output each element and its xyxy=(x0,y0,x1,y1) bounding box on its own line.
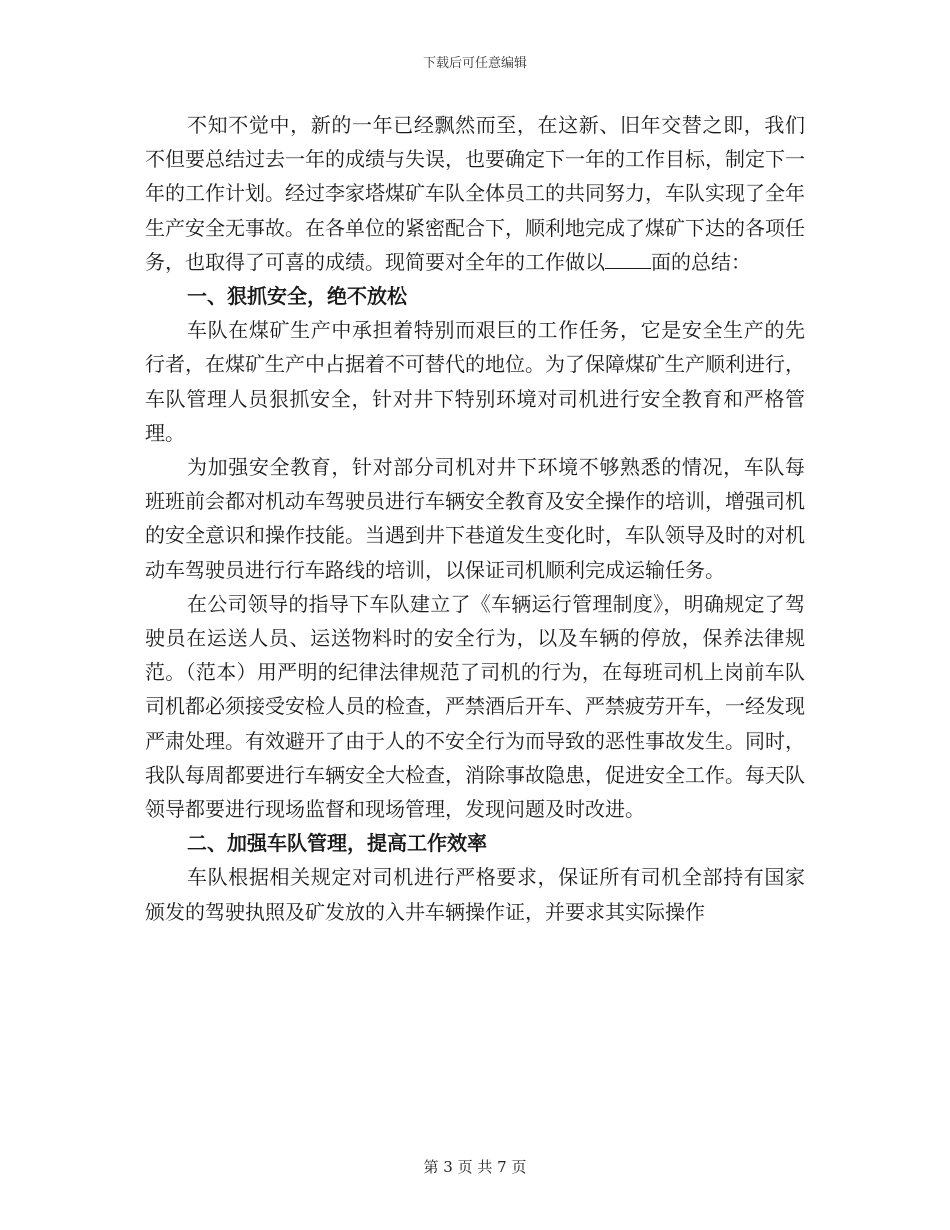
page-header: 下载后可任意编辑 xyxy=(422,56,527,71)
intro-text-part1: 不知不觉中，新的一年已经飘然而至，在这新、旧年交替之即，我们不但要总结过去一年的成绩与失误，也要确定下一年的工作目标，制定下一年的工作计划。经过李家塔煤矿车队全体员工的共同努力，车队实现了全年生产安全无事故。在各单位的紧密配合下，顺利地完成了煤矿下达的各项任务，也取得了可喜的成绩。现简要对全年的工作做以 xyxy=(145,113,805,274)
paragraph-3: 在公司领导的指导下车队建立了《车辆运行管理制度》，明确规定了驾驶员在运送人员、运送物料时的安全行为，以及车辆的停放，保养法律规范。（范本）用严明的纪律法律规范了司机的行为，在每班司机上岗前车队司机都必须接受安检人员的检查，严禁酒后开车、严禁疲劳开车，一经发现严肃处理。有效避开了由于人的不安全行为而导致的恶性事故发生。同时，我队每周都要进行车辆安全大检查，消除事故隐患，促进安全工作。每天队领导都要进行现场监督和现场管理，发现问题及时改进。 xyxy=(145,591,805,822)
document-body xyxy=(145,108,805,929)
intro-text-part2: 面的总结： xyxy=(651,249,751,274)
paragraph-2: 为加强安全教育，针对部分司机对井下环境不够熟悉的情况，车队每班班前会都对机动车驾驶员进行车辆安全教育及安全操作的培训，增强司机的安全意识和操作技能。当遇到井下巷道发生变化时，车队领导及时的对机动车驾驶员进行行车路线的培训，以保证司机顺利完成运输任务。 xyxy=(145,455,805,582)
page-footer: 第 3 页 共 7 页 xyxy=(423,1158,527,1176)
section-heading-2: 二、加强车队管理，提高工作效率 xyxy=(187,831,487,856)
paragraph-4: 车队根据相关规定对司机进行严格要求，保证所有司机全部持有国家颁发的驾驶执照及矿发放的入井车辆操作证，并要求其实际操作 xyxy=(145,865,805,924)
fill-in-blank xyxy=(605,267,651,269)
paragraph-1: 车队在煤矿生产中承担着特别而艰巨的工作任务，它是安全生产的先行者，在煤矿生产中占据着不可替代的地位。为了保障煤矿生产顺利进行，车队管理人员狠抓安全，针对井下特别环境对司机进行安全教育和严格管理。 xyxy=(145,318,805,445)
section-heading-1: 一、狠抓安全，绝不放松 xyxy=(187,284,407,309)
intro-paragraph xyxy=(145,108,805,279)
